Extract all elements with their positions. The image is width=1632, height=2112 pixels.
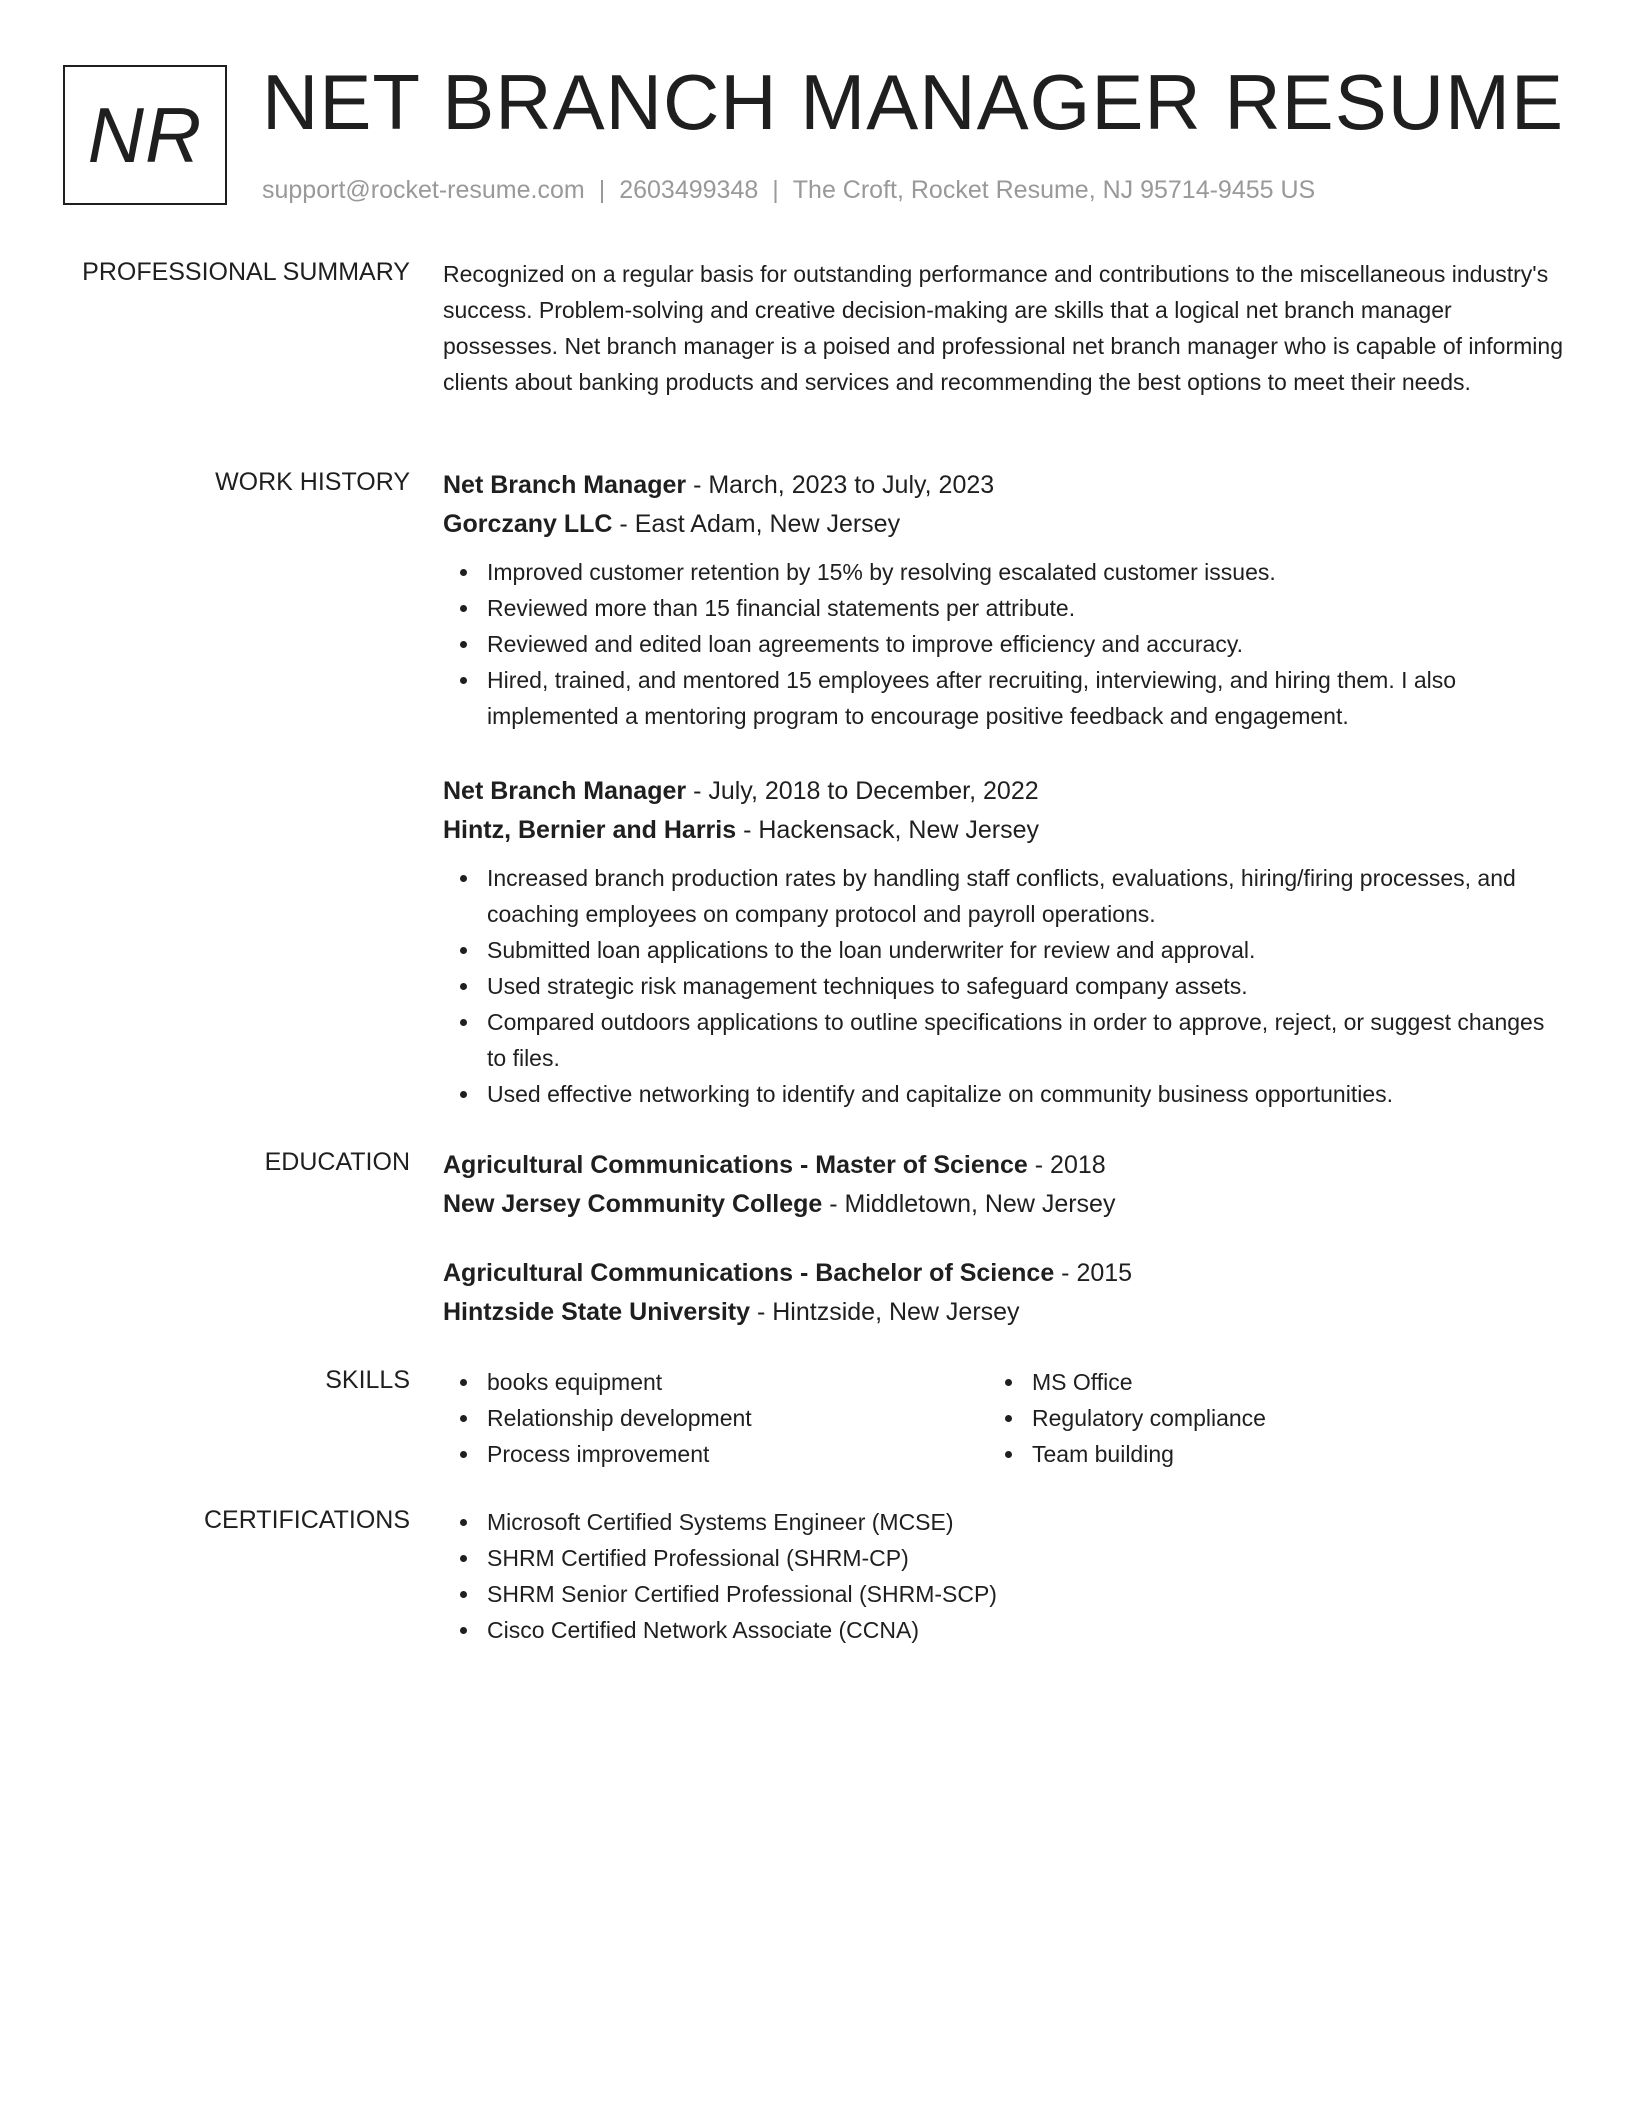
resume-title: NET BRANCH MANAGER RESUME bbox=[262, 58, 1565, 146]
job-location: - East Adam, New Jersey bbox=[612, 510, 901, 538]
list-item: Team building bbox=[1032, 1436, 1266, 1472]
job-company: Hintz, Bernier and Harris bbox=[443, 816, 737, 844]
education-body bbox=[443, 1146, 1563, 1332]
school: New Jersey Community College bbox=[443, 1190, 823, 1218]
education-entry bbox=[443, 1254, 1563, 1332]
contact-phone: 2603499348 bbox=[619, 176, 759, 204]
contact-separator: | bbox=[598, 176, 606, 204]
list-item: books equipment bbox=[487, 1364, 752, 1400]
job-title: Net Branch Manager bbox=[443, 471, 687, 499]
job-company-line bbox=[443, 505, 1563, 544]
section-label-education: EDUCATION bbox=[264, 1148, 410, 1176]
contact-separator: | bbox=[772, 176, 779, 204]
degree-year: - 2015 bbox=[1054, 1259, 1133, 1287]
list-item: Process improvement bbox=[487, 1436, 752, 1472]
list-item: Cisco Certified Network Associate (CCNA) bbox=[487, 1612, 1563, 1648]
contact-address: The Croft, Rocket Resume, NJ 95714-9455 US bbox=[792, 176, 1316, 204]
degree-line bbox=[443, 1254, 1563, 1293]
list-item: Increased branch production rates by handling staff conflicts, evaluations, hiring/firing processes, and coaching employees on company protocol and payroll operations. bbox=[487, 860, 1563, 932]
job-entry bbox=[443, 466, 1563, 734]
certifications-list bbox=[443, 1504, 1563, 1648]
degree: Agricultural Communications - Master of Science bbox=[443, 1151, 1028, 1179]
skills-column-left bbox=[443, 1364, 752, 1472]
job-title-line bbox=[443, 466, 1563, 505]
school: Hintzside State University bbox=[443, 1298, 751, 1326]
work-history-body bbox=[443, 466, 1563, 1112]
degree: Agricultural Communications - Bachelor of Science bbox=[443, 1259, 1055, 1287]
school-location: - Middletown, New Jersey bbox=[822, 1190, 1116, 1218]
list-item: Compared outdoors applications to outline specifications in order to approve, reject, or suggest changes to files. bbox=[487, 1004, 1563, 1076]
skills-list-right bbox=[988, 1364, 1266, 1472]
list-item: Used strategic risk management techniques to safeguard company assets. bbox=[487, 968, 1563, 1004]
job-bullets bbox=[443, 860, 1563, 1112]
list-item: Used effective networking to identify and capitalize on community business opportunities. bbox=[487, 1076, 1563, 1112]
job-entry bbox=[443, 772, 1563, 1112]
list-item: Microsoft Certified Systems Engineer (MCSE) bbox=[487, 1504, 1563, 1540]
job-bullets bbox=[443, 554, 1563, 734]
degree-year: - 2018 bbox=[1027, 1151, 1106, 1179]
section-label-work-history: WORK HISTORY bbox=[215, 468, 410, 496]
skills-columns bbox=[443, 1364, 1563, 1484]
list-item: Improved customer retention by 15% by resolving escalated customer issues. bbox=[487, 554, 1563, 590]
job-company: Gorczany LLC bbox=[443, 510, 613, 538]
job-dates: - July, 2018 to December, 2022 bbox=[686, 777, 1039, 805]
education-entry bbox=[443, 1146, 1563, 1224]
skills-column-right bbox=[988, 1364, 1266, 1472]
list-item: Submitted loan applications to the loan underwriter for review and approval. bbox=[487, 932, 1563, 968]
list-item: SHRM Senior Certified Professional (SHRM-SCP) bbox=[487, 1576, 1563, 1612]
monogram-initials: NR bbox=[63, 65, 227, 205]
list-item: MS Office bbox=[1032, 1364, 1266, 1400]
job-location: - Hackensack, New Jersey bbox=[736, 816, 1040, 844]
job-title-line bbox=[443, 772, 1563, 811]
summary-body bbox=[443, 256, 1563, 400]
summary-text: Recognized on a regular basis for outstanding performance and contributions to the miscellaneous industry's success. Problem-solving and creative decision-making are skills that a logical net branch manager possesses. Net branch manager is a poised and professional net branch manager who is capable of informing clients about banking products and services and recommending the best options to meet their needs. bbox=[443, 261, 1563, 395]
list-item: Relationship development bbox=[487, 1400, 752, 1436]
school-line bbox=[443, 1293, 1563, 1332]
list-item: Regulatory compliance bbox=[1032, 1400, 1266, 1436]
certifications-body bbox=[443, 1504, 1563, 1648]
section-label-skills: SKILLS bbox=[325, 1366, 410, 1394]
list-item: Reviewed and edited loan agreements to improve efficiency and accuracy. bbox=[487, 626, 1563, 662]
job-title: Net Branch Manager bbox=[443, 777, 687, 805]
contact-email: support@rocket-resume.com bbox=[262, 176, 585, 204]
section-label-summary: PROFESSIONAL SUMMARY bbox=[82, 258, 410, 286]
school-location: - Hintzside, New Jersey bbox=[750, 1298, 1020, 1326]
list-item: Hired, trained, and mentored 15 employees after recruiting, interviewing, and hiring them. I also implemented a mentoring program to encourage positive feedback and engagement. bbox=[487, 662, 1563, 734]
section-label-certifications: CERTIFICATIONS bbox=[203, 1506, 410, 1534]
list-item: SHRM Certified Professional (SHRM-CP) bbox=[487, 1540, 1563, 1576]
school-line bbox=[443, 1185, 1563, 1224]
skills-list-left bbox=[443, 1364, 752, 1472]
degree-line bbox=[443, 1146, 1563, 1185]
list-item: Reviewed more than 15 financial statements per attribute. bbox=[487, 590, 1563, 626]
contact-line bbox=[262, 174, 1315, 207]
job-dates: - March, 2023 to July, 2023 bbox=[686, 471, 995, 499]
job-company-line bbox=[443, 811, 1563, 850]
skills-body bbox=[443, 1364, 1563, 1484]
